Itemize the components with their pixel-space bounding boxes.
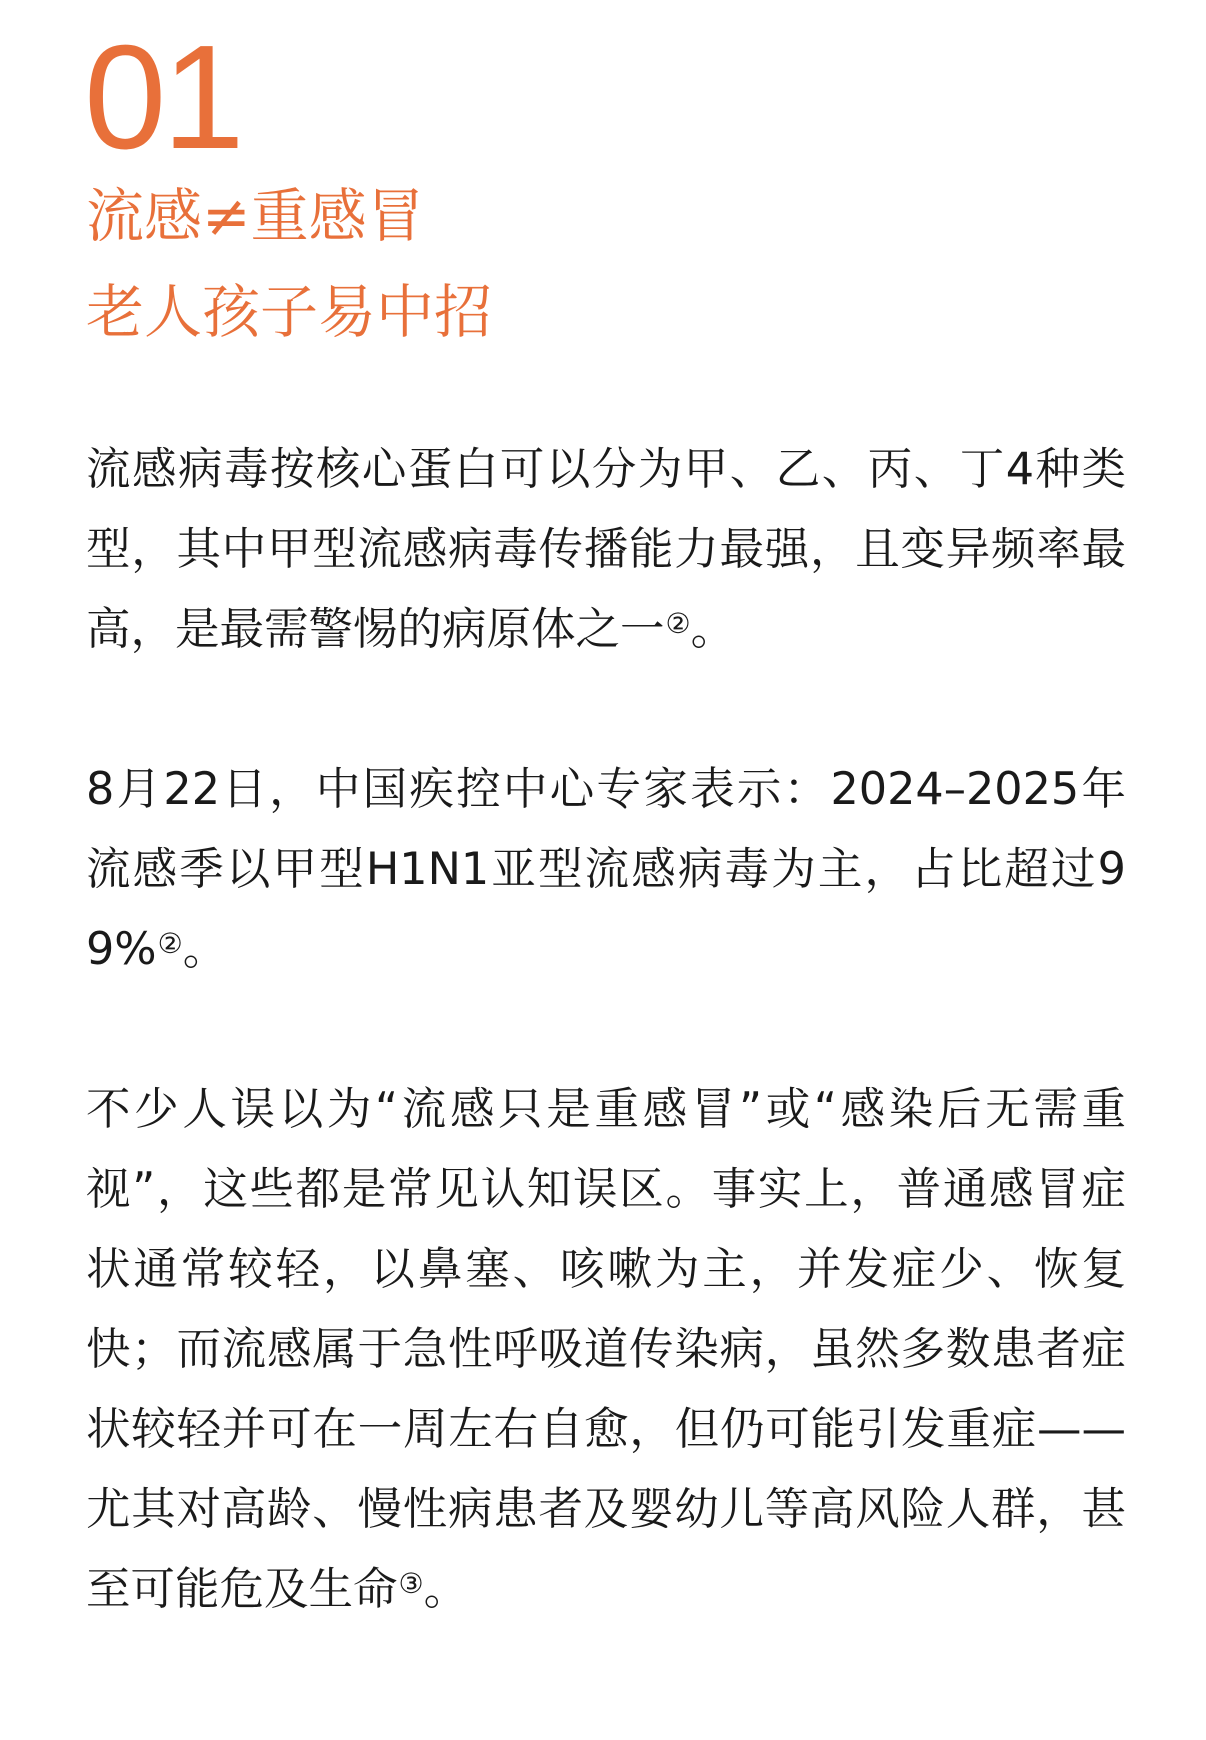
reference-marker: ② [665,607,691,640]
section-number: 01 [84,15,241,180]
reference-marker: ③ [398,1567,424,1600]
paragraph-tail: 。 [182,924,228,975]
heading-line-1: 流感≠重感冒 [86,182,425,250]
paragraph-tail: 。 [423,1564,469,1615]
heading-line-2: 老人孩子易中招 [86,278,493,346]
paragraph-cdc-statement [86,750,1126,990]
paragraph-text: 不少人误以为“流感只是重感冒”或“感染后无需重视”，这些都是常见认知误区。事实上，普通感冒症状通常较轻，以鼻塞、咳嗽为主，并发症少、恢复快；而流感属于急性呼吸道传染病，虽然多数患者症状较轻并可在一周左右自愈，但仍可能引发重症——尤其对高龄、慢性病患者及婴幼儿等高风险人群，甚至可能危及生命 [86,1084,1126,1615]
paragraph-tail: 。 [690,604,736,655]
article-page [86,0,1126,1740]
paragraph-text: 8月22日，中国疾控中心专家表示：2024–2025年流感季以甲型H1N1亚型流感病毒为主，占比超过99% [86,764,1126,975]
paragraph-text: 流感病毒按核心蛋白可以分为甲、乙、丙、丁4种类型，其中甲型流感病毒传播能力最强，且变异频率最高，是最需警惕的病原体之一 [86,444,1126,655]
reference-marker: ② [157,927,183,960]
section-heading [86,168,492,360]
paragraph-misconceptions [86,1070,1126,1630]
article-body [86,430,1126,1630]
paragraph-virus-types [86,430,1126,670]
